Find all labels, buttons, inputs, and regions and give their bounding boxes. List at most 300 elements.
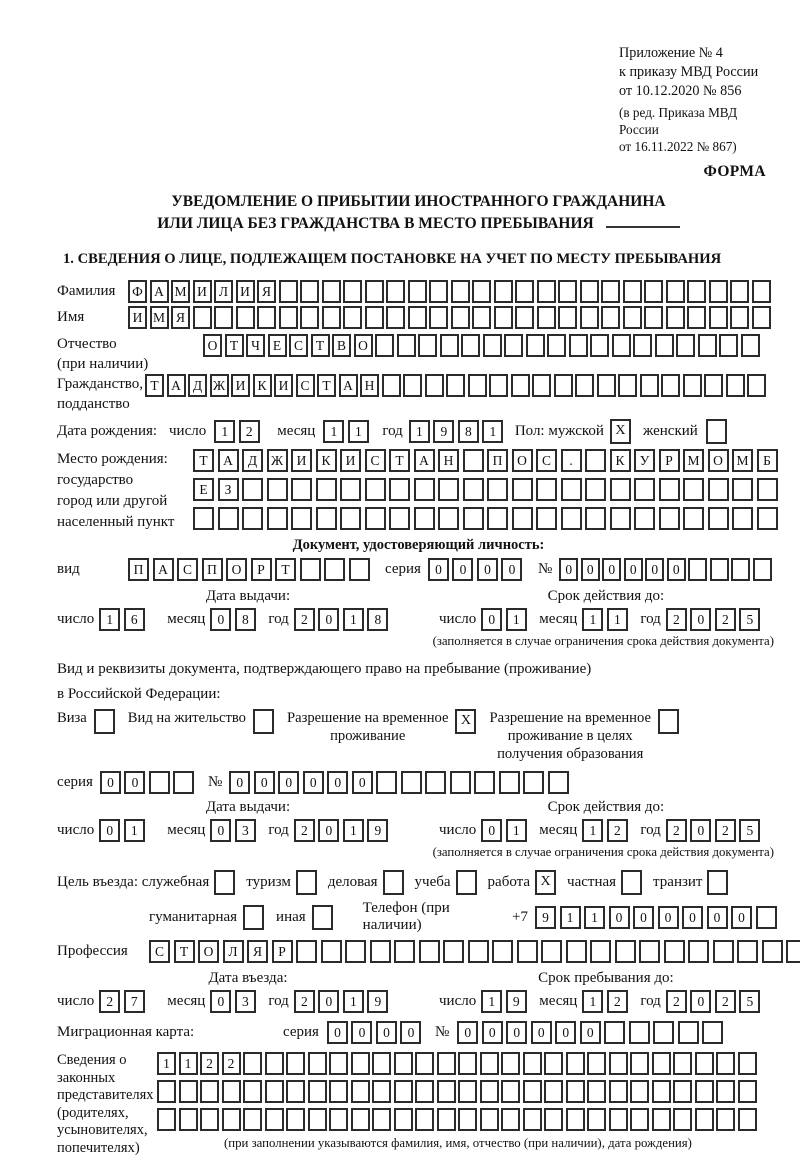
char-cell[interactable] <box>472 280 491 303</box>
char-cell[interactable] <box>731 558 750 581</box>
char-cell[interactable]: 0 <box>501 558 522 581</box>
char-cell[interactable] <box>173 771 194 794</box>
char-cell[interactable] <box>351 1080 370 1103</box>
char-cell[interactable]: 9 <box>367 819 388 842</box>
char-cell[interactable] <box>523 1108 542 1131</box>
char-cell[interactable] <box>394 1108 413 1131</box>
char-cell[interactable]: 1 <box>214 420 235 443</box>
char-cell[interactable] <box>618 374 637 397</box>
char-cell[interactable] <box>372 1052 391 1075</box>
char-cell[interactable] <box>537 280 556 303</box>
char-cell[interactable] <box>458 1080 477 1103</box>
char-cell[interactable] <box>566 940 587 963</box>
char-cell[interactable]: 1 <box>157 1052 176 1075</box>
char-cell[interactable]: 2 <box>715 819 736 842</box>
char-cell[interactable] <box>515 280 534 303</box>
char-cell[interactable] <box>408 306 427 329</box>
char-cell[interactable] <box>683 374 702 397</box>
char-cell[interactable]: Т <box>317 374 336 397</box>
char-cell[interactable]: О <box>226 558 247 581</box>
char-cell[interactable]: 8 <box>458 420 479 443</box>
char-cell[interactable] <box>609 1108 628 1131</box>
char-cell[interactable]: 2 <box>666 990 687 1013</box>
char-cell[interactable] <box>316 507 337 530</box>
char-cell[interactable] <box>726 374 745 397</box>
char-cell[interactable] <box>511 374 530 397</box>
char-cell[interactable]: 9 <box>535 906 556 929</box>
char-cell[interactable]: Н <box>360 374 379 397</box>
char-cell[interactable] <box>429 306 448 329</box>
char-cell[interactable] <box>575 374 594 397</box>
char-cell[interactable] <box>397 334 416 357</box>
char-cell[interactable]: С <box>289 334 308 357</box>
char-cell[interactable] <box>666 280 685 303</box>
char-cell[interactable] <box>678 1021 699 1044</box>
char-cell[interactable] <box>267 478 288 501</box>
char-cell[interactable] <box>659 507 680 530</box>
char-cell[interactable]: 1 <box>582 608 603 631</box>
char-cell[interactable]: Р <box>251 558 272 581</box>
char-cell[interactable]: 1 <box>409 420 430 443</box>
char-cell[interactable] <box>566 1052 585 1075</box>
char-cell[interactable] <box>716 1080 735 1103</box>
residence-permit-checkbox[interactable] <box>253 709 274 734</box>
char-cell[interactable] <box>308 1108 327 1131</box>
char-cell[interactable]: 7 <box>124 990 145 1013</box>
char-cell[interactable] <box>653 1021 674 1044</box>
char-cell[interactable]: 0 <box>303 771 324 794</box>
char-cell[interactable] <box>732 507 753 530</box>
char-cell[interactable] <box>403 374 422 397</box>
char-cell[interactable] <box>601 306 620 329</box>
char-cell[interactable] <box>580 306 599 329</box>
char-cell[interactable] <box>458 1108 477 1131</box>
char-cell[interactable]: 0 <box>731 906 752 929</box>
char-cell[interactable] <box>753 558 772 581</box>
char-cell[interactable] <box>561 507 582 530</box>
char-cell[interactable] <box>730 306 749 329</box>
char-cell[interactable]: А <box>153 558 174 581</box>
char-cell[interactable]: Т <box>145 374 164 397</box>
char-cell[interactable] <box>688 558 707 581</box>
char-cell[interactable]: 3 <box>235 990 256 1013</box>
char-cell[interactable] <box>438 478 459 501</box>
char-cell[interactable] <box>652 1052 671 1075</box>
private-checkbox[interactable] <box>621 870 642 895</box>
char-cell[interactable]: С <box>177 558 198 581</box>
char-cell[interactable]: Т <box>311 334 330 357</box>
char-cell[interactable] <box>279 280 298 303</box>
char-cell[interactable] <box>414 507 435 530</box>
char-cell[interactable] <box>610 507 631 530</box>
char-cell[interactable] <box>747 374 766 397</box>
char-cell[interactable]: 2 <box>294 990 315 1013</box>
char-cell[interactable] <box>558 306 577 329</box>
char-cell[interactable] <box>351 1108 370 1131</box>
char-cell[interactable]: 0 <box>124 771 145 794</box>
char-cell[interactable]: 0 <box>531 1021 552 1044</box>
char-cell[interactable] <box>437 1080 456 1103</box>
char-cell[interactable]: 1 <box>124 819 145 842</box>
char-cell[interactable] <box>566 1080 585 1103</box>
char-cell[interactable] <box>429 280 448 303</box>
char-cell[interactable] <box>376 771 397 794</box>
char-cell[interactable] <box>630 1052 649 1075</box>
char-cell[interactable] <box>351 1052 370 1075</box>
char-cell[interactable] <box>517 940 538 963</box>
char-cell[interactable] <box>415 1080 434 1103</box>
char-cell[interactable]: 0 <box>452 558 473 581</box>
char-cell[interactable] <box>472 306 491 329</box>
char-cell[interactable]: 5 <box>739 608 760 631</box>
char-cell[interactable] <box>532 374 551 397</box>
char-cell[interactable]: З <box>218 478 239 501</box>
char-cell[interactable]: Я <box>247 940 268 963</box>
char-cell[interactable]: 0 <box>400 1021 421 1044</box>
char-cell[interactable]: 1 <box>582 819 603 842</box>
char-cell[interactable] <box>415 1052 434 1075</box>
char-cell[interactable]: А <box>167 374 186 397</box>
char-cell[interactable] <box>401 771 422 794</box>
char-cell[interactable] <box>673 1080 692 1103</box>
char-cell[interactable]: 1 <box>99 608 120 631</box>
char-cell[interactable]: О <box>512 449 533 472</box>
char-cell[interactable] <box>738 1108 757 1131</box>
char-cell[interactable]: 0 <box>254 771 275 794</box>
char-cell[interactable] <box>741 334 760 357</box>
char-cell[interactable]: Л <box>214 280 233 303</box>
char-cell[interactable] <box>512 507 533 530</box>
other-checkbox[interactable] <box>312 905 333 930</box>
char-cell[interactable] <box>365 478 386 501</box>
official-checkbox[interactable] <box>214 870 235 895</box>
char-cell[interactable] <box>708 507 729 530</box>
char-cell[interactable] <box>375 334 394 357</box>
char-cell[interactable] <box>716 1108 735 1131</box>
char-cell[interactable] <box>554 374 573 397</box>
char-cell[interactable] <box>382 374 401 397</box>
char-cell[interactable] <box>708 478 729 501</box>
char-cell[interactable]: 8 <box>235 608 256 631</box>
char-cell[interactable]: Т <box>193 449 214 472</box>
char-cell[interactable]: 0 <box>633 906 654 929</box>
char-cell[interactable] <box>702 1021 723 1044</box>
char-cell[interactable] <box>157 1080 176 1103</box>
char-cell[interactable] <box>544 1080 563 1103</box>
char-cell[interactable] <box>757 507 778 530</box>
char-cell[interactable] <box>480 1080 499 1103</box>
char-cell[interactable] <box>695 1108 714 1131</box>
char-cell[interactable] <box>300 306 319 329</box>
char-cell[interactable] <box>640 374 659 397</box>
char-cell[interactable] <box>644 280 663 303</box>
char-cell[interactable] <box>630 1108 649 1131</box>
char-cell[interactable] <box>737 940 758 963</box>
char-cell[interactable]: 1 <box>343 608 364 631</box>
temp-residence-checkbox[interactable]: X <box>455 709 476 734</box>
char-cell[interactable]: 1 <box>582 990 603 1013</box>
char-cell[interactable]: С <box>536 449 557 472</box>
char-cell[interactable]: 9 <box>506 990 527 1013</box>
char-cell[interactable] <box>762 940 783 963</box>
char-cell[interactable] <box>655 334 674 357</box>
char-cell[interactable]: 2 <box>200 1052 219 1075</box>
char-cell[interactable]: И <box>274 374 293 397</box>
char-cell[interactable] <box>463 478 484 501</box>
char-cell[interactable] <box>661 374 680 397</box>
char-cell[interactable]: 0 <box>210 608 231 631</box>
char-cell[interactable]: 0 <box>690 990 711 1013</box>
char-cell[interactable] <box>243 1080 262 1103</box>
char-cell[interactable] <box>548 771 569 794</box>
char-cell[interactable]: 2 <box>294 819 315 842</box>
char-cell[interactable]: Ж <box>267 449 288 472</box>
char-cell[interactable] <box>458 1052 477 1075</box>
char-cell[interactable]: А <box>339 374 358 397</box>
char-cell[interactable] <box>463 449 484 472</box>
char-cell[interactable] <box>487 507 508 530</box>
char-cell[interactable]: Т <box>275 558 296 581</box>
char-cell[interactable]: . <box>561 449 582 472</box>
char-cell[interactable] <box>343 306 362 329</box>
char-cell[interactable]: О <box>203 334 222 357</box>
char-cell[interactable] <box>713 940 734 963</box>
char-cell[interactable] <box>425 374 444 397</box>
char-cell[interactable] <box>633 334 652 357</box>
char-cell[interactable]: 2 <box>666 608 687 631</box>
char-cell[interactable] <box>193 306 212 329</box>
char-cell[interactable]: 6 <box>124 608 145 631</box>
char-cell[interactable] <box>487 478 508 501</box>
char-cell[interactable] <box>291 478 312 501</box>
char-cell[interactable] <box>450 771 471 794</box>
char-cell[interactable]: 0 <box>555 1021 576 1044</box>
char-cell[interactable] <box>300 280 319 303</box>
char-cell[interactable]: 0 <box>481 608 502 631</box>
char-cell[interactable] <box>322 306 341 329</box>
char-cell[interactable] <box>752 306 771 329</box>
char-cell[interactable] <box>738 1052 757 1075</box>
char-cell[interactable]: А <box>218 449 239 472</box>
char-cell[interactable] <box>446 374 465 397</box>
char-cell[interactable] <box>501 1052 520 1075</box>
char-cell[interactable] <box>541 940 562 963</box>
char-cell[interactable]: П <box>202 558 223 581</box>
char-cell[interactable]: М <box>732 449 753 472</box>
char-cell[interactable] <box>474 771 495 794</box>
temp-residence-edu-checkbox[interactable] <box>658 709 679 734</box>
char-cell[interactable] <box>418 334 437 357</box>
char-cell[interactable]: П <box>128 558 149 581</box>
char-cell[interactable]: 0 <box>667 558 686 581</box>
char-cell[interactable]: Ч <box>246 334 265 357</box>
char-cell[interactable] <box>200 1080 219 1103</box>
char-cell[interactable] <box>321 940 342 963</box>
char-cell[interactable] <box>437 1052 456 1075</box>
char-cell[interactable] <box>585 449 606 472</box>
char-cell[interactable]: 3 <box>235 819 256 842</box>
work-checkbox[interactable]: X <box>535 870 556 895</box>
char-cell[interactable] <box>634 478 655 501</box>
char-cell[interactable]: 2 <box>715 990 736 1013</box>
char-cell[interactable] <box>242 478 263 501</box>
char-cell[interactable] <box>630 1080 649 1103</box>
char-cell[interactable] <box>243 1108 262 1131</box>
char-cell[interactable] <box>308 1080 327 1103</box>
char-cell[interactable] <box>365 306 384 329</box>
char-cell[interactable] <box>345 940 366 963</box>
char-cell[interactable] <box>451 306 470 329</box>
char-cell[interactable]: Л <box>223 940 244 963</box>
char-cell[interactable]: С <box>296 374 315 397</box>
char-cell[interactable]: Е <box>268 334 287 357</box>
char-cell[interactable] <box>389 507 410 530</box>
char-cell[interactable]: О <box>708 449 729 472</box>
char-cell[interactable] <box>480 1052 499 1075</box>
char-cell[interactable] <box>547 334 566 357</box>
char-cell[interactable]: 2 <box>715 608 736 631</box>
char-cell[interactable] <box>222 1108 241 1131</box>
char-cell[interactable]: Б <box>757 449 778 472</box>
char-cell[interactable]: Т <box>389 449 410 472</box>
char-cell[interactable] <box>408 280 427 303</box>
study-checkbox[interactable] <box>456 870 477 895</box>
char-cell[interactable] <box>710 558 729 581</box>
char-cell[interactable]: 0 <box>477 558 498 581</box>
char-cell[interactable] <box>536 507 557 530</box>
char-cell[interactable] <box>615 940 636 963</box>
char-cell[interactable] <box>587 1052 606 1075</box>
char-cell[interactable] <box>659 478 680 501</box>
char-cell[interactable] <box>652 1080 671 1103</box>
char-cell[interactable] <box>322 280 341 303</box>
char-cell[interactable]: 1 <box>481 990 502 1013</box>
char-cell[interactable] <box>523 1080 542 1103</box>
char-cell[interactable]: О <box>354 334 373 357</box>
char-cell[interactable]: 0 <box>210 990 231 1013</box>
char-cell[interactable] <box>623 306 642 329</box>
char-cell[interactable] <box>676 334 695 357</box>
char-cell[interactable] <box>340 478 361 501</box>
char-cell[interactable] <box>463 507 484 530</box>
char-cell[interactable] <box>437 1108 456 1131</box>
char-cell[interactable]: К <box>610 449 631 472</box>
char-cell[interactable]: 0 <box>351 1021 372 1044</box>
char-cell[interactable] <box>609 1052 628 1075</box>
char-cell[interactable] <box>590 334 609 357</box>
business-checkbox[interactable] <box>383 870 404 895</box>
char-cell[interactable] <box>286 1080 305 1103</box>
char-cell[interactable]: 0 <box>327 771 348 794</box>
char-cell[interactable] <box>698 334 717 357</box>
char-cell[interactable] <box>329 1052 348 1075</box>
char-cell[interactable] <box>329 1080 348 1103</box>
char-cell[interactable] <box>597 374 616 397</box>
char-cell[interactable] <box>394 1080 413 1103</box>
char-cell[interactable]: 5 <box>739 990 760 1013</box>
char-cell[interactable]: 1 <box>506 819 527 842</box>
char-cell[interactable] <box>461 334 480 357</box>
char-cell[interactable] <box>664 940 685 963</box>
char-cell[interactable] <box>504 334 523 357</box>
char-cell[interactable]: Я <box>171 306 190 329</box>
char-cell[interactable]: 0 <box>602 558 621 581</box>
char-cell[interactable] <box>523 1052 542 1075</box>
char-cell[interactable] <box>732 478 753 501</box>
char-cell[interactable]: 0 <box>559 558 578 581</box>
char-cell[interactable]: 1 <box>343 990 364 1013</box>
char-cell[interactable]: М <box>171 280 190 303</box>
char-cell[interactable] <box>501 1080 520 1103</box>
char-cell[interactable] <box>483 334 502 357</box>
char-cell[interactable]: 0 <box>327 1021 348 1044</box>
char-cell[interactable] <box>340 507 361 530</box>
char-cell[interactable] <box>666 306 685 329</box>
char-cell[interactable] <box>279 306 298 329</box>
char-cell[interactable] <box>558 280 577 303</box>
char-cell[interactable] <box>786 940 800 963</box>
char-cell[interactable] <box>512 478 533 501</box>
char-cell[interactable] <box>585 507 606 530</box>
char-cell[interactable]: Н <box>438 449 459 472</box>
char-cell[interactable] <box>695 1052 714 1075</box>
char-cell[interactable]: 1 <box>179 1052 198 1075</box>
char-cell[interactable]: 0 <box>658 906 679 929</box>
tourism-checkbox[interactable] <box>296 870 317 895</box>
char-cell[interactable] <box>372 1080 391 1103</box>
char-cell[interactable] <box>214 306 233 329</box>
char-cell[interactable] <box>218 507 239 530</box>
char-cell[interactable] <box>515 306 534 329</box>
char-cell[interactable] <box>425 771 446 794</box>
char-cell[interactable]: И <box>231 374 250 397</box>
char-cell[interactable] <box>544 1052 563 1075</box>
char-cell[interactable] <box>652 1108 671 1131</box>
char-cell[interactable]: С <box>365 449 386 472</box>
char-cell[interactable] <box>756 906 777 929</box>
char-cell[interactable] <box>719 334 738 357</box>
char-cell[interactable] <box>265 1108 284 1131</box>
char-cell[interactable] <box>601 280 620 303</box>
humanitarian-checkbox[interactable] <box>243 905 264 930</box>
char-cell[interactable] <box>149 771 170 794</box>
char-cell[interactable]: Р <box>659 449 680 472</box>
char-cell[interactable] <box>329 1108 348 1131</box>
char-cell[interactable] <box>300 558 321 581</box>
char-cell[interactable] <box>501 1108 520 1131</box>
char-cell[interactable]: 0 <box>481 819 502 842</box>
char-cell[interactable] <box>757 478 778 501</box>
char-cell[interactable] <box>242 507 263 530</box>
char-cell[interactable] <box>492 940 513 963</box>
char-cell[interactable] <box>386 306 405 329</box>
char-cell[interactable]: 0 <box>690 819 711 842</box>
char-cell[interactable]: 0 <box>645 558 664 581</box>
char-cell[interactable] <box>687 306 706 329</box>
char-cell[interactable] <box>561 478 582 501</box>
char-cell[interactable] <box>644 306 663 329</box>
char-cell[interactable] <box>451 280 470 303</box>
char-cell[interactable] <box>480 1108 499 1131</box>
char-cell[interactable] <box>526 334 545 357</box>
char-cell[interactable] <box>499 771 520 794</box>
char-cell[interactable] <box>372 1108 391 1131</box>
char-cell[interactable] <box>414 478 435 501</box>
char-cell[interactable] <box>610 478 631 501</box>
char-cell[interactable] <box>730 280 749 303</box>
char-cell[interactable]: И <box>236 280 255 303</box>
char-cell[interactable]: 0 <box>624 558 643 581</box>
